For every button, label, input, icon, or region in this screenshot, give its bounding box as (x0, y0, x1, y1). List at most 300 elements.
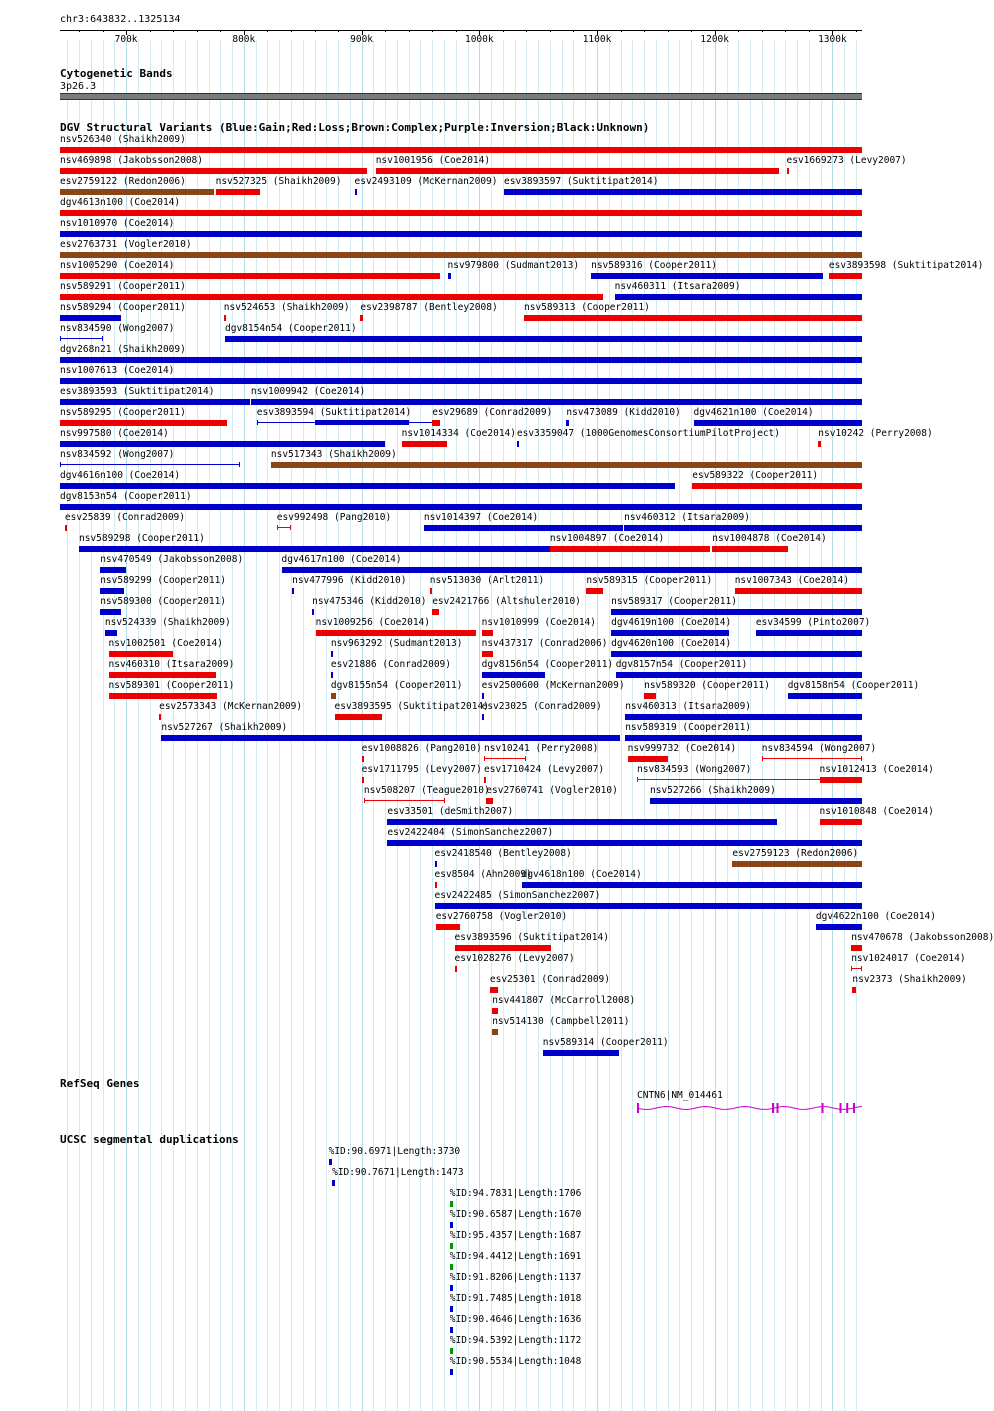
sv-label: esv3893596 (Suktitipat2014) (454, 932, 609, 943)
sv-feature[interactable] (712, 546, 787, 552)
grid-line (362, 40, 363, 1411)
sv-feature[interactable] (109, 672, 216, 678)
grid-line (526, 40, 527, 1411)
ruler-tick (338, 30, 339, 32)
sv-label: esv3893593 (Suktitipat2014) (60, 386, 215, 397)
sv-label: nsv1002501 (Coe2014) (108, 638, 223, 649)
sv-label: nsv589291 (Cooper2011) (60, 281, 186, 292)
sv-label: nsv460313 (Itsara2009) (625, 701, 752, 712)
sv-feature[interactable] (820, 777, 863, 783)
sv-label: nsv527266 (Shaikh2009) (650, 785, 776, 796)
sv-label: esv23025 (Conrad2009) (481, 701, 602, 712)
gene-exon (853, 1103, 855, 1113)
ruler-tick (315, 30, 316, 32)
sv-feature[interactable] (60, 273, 440, 279)
ruler-tick-label: 900k (350, 34, 374, 45)
sv-feature[interactable] (331, 651, 333, 657)
sv-label: nsv589295 (Cooper2011) (60, 407, 186, 418)
segdup-feature[interactable] (450, 1285, 453, 1291)
sv-feature[interactable] (60, 420, 227, 426)
sv-label: nsv589317 (Cooper2011) (611, 596, 737, 607)
position-label: chr3:643832..1325134 (60, 14, 181, 25)
sv-label: nsv589313 (Cooper2011) (524, 302, 650, 313)
grid-line (609, 40, 610, 1411)
sv-feature-end (861, 756, 862, 761)
sv-feature[interactable] (360, 315, 362, 321)
sv-label: dgv8158n54 (Cooper2011) (787, 680, 920, 691)
ruler-tick (267, 30, 268, 32)
sv-feature[interactable] (60, 357, 862, 363)
segdup-feature[interactable] (450, 1222, 453, 1228)
sv-feature[interactable] (432, 420, 440, 426)
ruler-tick-label: 1000k (464, 34, 494, 45)
sv-feature[interactable] (79, 546, 550, 552)
sv-label: nsv834593 (Wong2007) (637, 764, 752, 775)
sv-feature[interactable] (550, 546, 710, 552)
sv-feature-end (525, 756, 526, 761)
sv-feature[interactable] (591, 273, 823, 279)
sv-feature[interactable] (60, 338, 103, 339)
sv-feature[interactable] (335, 714, 382, 720)
grid-line (515, 40, 516, 1411)
sv-feature[interactable] (60, 504, 862, 510)
sv-label: nsv517343 (Shaikh2009) (270, 449, 397, 460)
sv-label: nsv1007343 (Coe2014) (734, 575, 850, 586)
sv-label: esv29689 (Conrad2009) (432, 407, 553, 418)
refseq-track-title: RefSeq Genes (60, 1077, 140, 1090)
sv-label: dgv4620n100 (Coe2014) (611, 638, 732, 649)
sv-label: nsv1007613 (Coe2014) (60, 365, 175, 376)
sv-label: nsv470549 (Jakobsson2008) (100, 554, 244, 565)
grid-line (585, 40, 586, 1411)
ruler-tick-label: 1300k (818, 34, 847, 45)
sv-label: esv3893594 (Suktitipat2014) (256, 407, 412, 418)
segdup-label: %ID:90.4646|Length:1636 (449, 1314, 582, 1325)
sv-feature[interactable] (277, 527, 291, 528)
cytoband-bar[interactable] (60, 93, 862, 100)
sv-feature[interactable] (60, 147, 862, 153)
sv-label: esv2763731 (Vogler2010) (60, 239, 192, 250)
sv-label: dgv8153n54 (Cooper2011) (60, 491, 192, 502)
sv-feature[interactable] (650, 798, 862, 804)
sv-feature[interactable] (60, 315, 121, 321)
sv-label: nsv1014334 (Coe2014) (401, 428, 516, 439)
grid-line (573, 40, 574, 1411)
sv-label: nsv589298 (Cooper2011) (79, 533, 205, 544)
grid-line (456, 40, 457, 1411)
sv-feature[interactable] (60, 378, 862, 384)
sv-feature-end (239, 462, 240, 467)
ruler-tick (503, 30, 504, 32)
sv-label: esv2759122 (Redon2006) (60, 176, 186, 187)
sv-feature[interactable] (851, 945, 862, 951)
sv-label: dgv268n21 (Shaikh2009) (60, 344, 186, 355)
ruler-tick (456, 30, 457, 32)
segdup-feature[interactable] (450, 1369, 453, 1375)
sv-label: esv2573343 (McKernan2009) (159, 701, 303, 712)
gene-exon (822, 1103, 824, 1113)
sv-feature[interactable] (424, 525, 623, 531)
sv-feature[interactable] (60, 231, 862, 237)
grid-line (409, 40, 410, 1411)
sv-label: dgv4621n100 (Coe2014) (693, 407, 814, 418)
ruler-tick (762, 30, 763, 32)
sv-feature[interactable] (788, 693, 862, 699)
sv-feature[interactable] (829, 273, 862, 279)
sv-feature[interactable] (484, 758, 526, 759)
segdup-feature[interactable] (450, 1348, 453, 1354)
sv-feature[interactable] (625, 735, 862, 741)
sv-feature[interactable] (455, 966, 457, 972)
sv-feature[interactable] (482, 693, 484, 699)
sv-feature[interactable] (435, 861, 437, 867)
sv-label: esv1669273 (Levy2007) (786, 155, 907, 166)
sv-feature[interactable] (312, 609, 314, 615)
ruler-tick (785, 30, 786, 32)
sv-feature[interactable] (60, 294, 603, 300)
sv-feature[interactable] (362, 777, 364, 783)
grid-line (315, 40, 316, 1411)
grid-line (350, 40, 351, 1411)
segdup-track-title: UCSC segmental duplications (60, 1133, 239, 1146)
sv-feature-end (257, 420, 258, 425)
sv-feature[interactable] (543, 1050, 620, 1056)
sv-label: nsv508207 (Teague2010) (363, 785, 490, 796)
sv-feature[interactable] (105, 630, 117, 636)
sv-feature[interactable] (762, 758, 862, 759)
ruler-tick (573, 30, 574, 32)
sv-label: esv25301 (Conrad2009) (489, 974, 610, 985)
sv-feature[interactable] (430, 588, 432, 594)
sv-label: nsv526340 (Shaikh2009) (60, 134, 186, 145)
sv-feature[interactable] (60, 189, 214, 195)
sv-feature[interactable] (100, 567, 126, 573)
ruler-tick-label: 1200k (700, 34, 729, 45)
grid-line (550, 40, 551, 1411)
sv-feature[interactable] (60, 399, 250, 405)
sv-feature[interactable] (387, 840, 862, 846)
ruler-tick (385, 30, 386, 32)
sv-feature[interactable] (161, 735, 620, 741)
gene-exon (846, 1103, 848, 1113)
grid-line (385, 40, 386, 1411)
grid-line (432, 40, 433, 1411)
sv-feature[interactable] (100, 588, 124, 594)
sv-feature[interactable] (756, 630, 862, 636)
sv-label: nsv999732 (Coe2014) (627, 743, 737, 754)
sv-feature[interactable] (852, 987, 856, 993)
grid-line (832, 40, 833, 1411)
ruler-tick (103, 30, 104, 32)
sv-feature[interactable] (402, 441, 448, 447)
ruler-tick (856, 30, 857, 32)
sv-feature[interactable] (818, 441, 820, 447)
sv-label: esv2500600 (McKernan2009) (481, 680, 625, 691)
sv-label: nsv475346 (Kidd2010) (312, 596, 427, 607)
sv-feature[interactable] (482, 714, 484, 720)
sv-feature[interactable] (109, 651, 174, 657)
gene-exon (777, 1103, 779, 1113)
sv-feature-end (444, 798, 445, 803)
sv-feature[interactable] (362, 756, 364, 762)
sv-feature[interactable] (100, 609, 121, 615)
sv-feature-end (277, 525, 278, 530)
sv-feature[interactable] (109, 693, 217, 699)
sv-label: dgv4613n100 (Coe2014) (60, 197, 181, 208)
sv-label: esv25839 (Conrad2009) (64, 512, 185, 523)
sv-feature[interactable] (316, 630, 476, 636)
grid-line (562, 40, 563, 1411)
grid-line (303, 40, 304, 1411)
sv-label: esv2418540 (Bentley2008) (434, 848, 572, 859)
grid-line (597, 40, 598, 1411)
segdup-feature[interactable] (450, 1327, 453, 1333)
gene-intron-line (637, 1107, 862, 1110)
sv-label: nsv10242 (Perry2008) (818, 428, 933, 439)
sv-feature-end (861, 966, 862, 971)
segdup-feature[interactable] (329, 1159, 332, 1165)
sv-label: esv1711795 (Levy2007) (361, 764, 482, 775)
sv-feature[interactable] (482, 672, 546, 678)
sv-feature-end (60, 336, 61, 341)
sv-label: nsv460310 (Itsara2009) (108, 659, 235, 670)
sv-feature[interactable] (615, 294, 862, 300)
sv-feature[interactable] (504, 189, 862, 195)
sv-feature[interactable] (432, 609, 439, 615)
sv-label: nsv589301 (Cooper2011) (108, 680, 235, 691)
sv-label: esv2759123 (Redon2006) (732, 848, 859, 859)
sv-label: esv2422404 (SimonSanchez2007) (387, 827, 554, 838)
segdup-feature[interactable] (450, 1243, 453, 1249)
ruler-tick (644, 30, 645, 32)
sv-feature[interactable] (387, 819, 777, 825)
ruler-tick (79, 30, 80, 32)
sv-label: nsv589315 (Cooper2011) (586, 575, 713, 586)
sv-feature[interactable] (522, 882, 862, 888)
sv-feature[interactable] (566, 420, 568, 426)
sv-label: nsv460311 (Itsara2009) (614, 281, 741, 292)
sv-feature[interactable] (355, 189, 357, 195)
sv-feature[interactable] (376, 168, 780, 174)
sv-feature[interactable] (60, 464, 240, 465)
sv-label: nsv527267 (Shaikh2009) (161, 722, 288, 733)
sv-feature[interactable] (492, 1008, 498, 1014)
grid-line (491, 40, 492, 1411)
segdup-label: %ID:95.4357|Length:1687 (449, 1230, 582, 1241)
sv-label: nsv1004897 (Coe2014) (549, 533, 665, 544)
sv-label: nsv1012413 (Coe2014) (819, 764, 934, 775)
sv-feature-end (762, 756, 763, 761)
grid-line (373, 40, 374, 1411)
sv-label: nsv10241 (Perry2008) (484, 743, 599, 754)
grid-line (762, 40, 763, 1411)
sv-feature[interactable] (732, 861, 862, 867)
grid-line (774, 40, 775, 1411)
sv-feature[interactable] (435, 903, 863, 909)
sv-feature[interactable] (331, 672, 333, 678)
sv-label: esv2493109 (McKernan2009) (354, 176, 498, 187)
sv-label: nsv1010848 (Coe2014) (819, 806, 934, 817)
sv-feature[interactable] (482, 630, 494, 636)
sv-label: nsv514130 (Campbell2011) (492, 1016, 630, 1027)
sv-label: esv3893597 (Suktitipat2014) (504, 176, 659, 187)
segdup-feature[interactable] (450, 1306, 453, 1312)
sv-feature[interactable] (216, 189, 261, 195)
sv-feature[interactable] (292, 588, 294, 594)
segdup-label: %ID:90.5534|Length:1048 (449, 1356, 582, 1367)
sv-label: nsv460312 (Itsara2009) (624, 512, 750, 523)
sv-label: esv3359047 (1000GenomesConsortiumPilotProject) (516, 428, 780, 439)
ruler-tick (738, 30, 739, 32)
grid-line (844, 40, 845, 1411)
segdup-label: %ID:94.5392|Length:1172 (449, 1335, 582, 1346)
sv-feature[interactable] (159, 714, 161, 720)
sv-label: nsv524339 (Shaikh2009) (104, 617, 231, 628)
sv-feature-core[interactable] (315, 420, 409, 425)
sv-label: nsv1009256 (Coe2014) (315, 617, 430, 628)
segdup-label: %ID:94.4412|Length:1691 (449, 1251, 582, 1262)
sv-feature-end (290, 525, 291, 530)
sv-feature[interactable] (482, 651, 494, 657)
sv-feature[interactable] (625, 714, 862, 720)
sv-label: nsv589316 (Cooper2011) (591, 260, 717, 271)
grid-line (420, 40, 421, 1411)
sv-label: nsv1004878 (Coe2014) (712, 533, 827, 544)
gene-model[interactable] (637, 1100, 862, 1116)
sv-feature[interactable] (271, 462, 862, 468)
segdup-feature[interactable] (450, 1201, 453, 1207)
gene-label: CNTN6|NM_014461 (637, 1090, 723, 1101)
sv-feature[interactable] (820, 819, 863, 825)
sv-feature-end (60, 462, 61, 467)
sv-label: esv2421766 (Altshuler2010) (432, 596, 581, 607)
segdup-label: %ID:90.6971|Length:3730 (328, 1146, 461, 1157)
sv-feature[interactable] (282, 567, 863, 573)
sv-label: nsv2373 (Shaikh2009) (852, 974, 967, 985)
sv-feature-end (637, 777, 638, 782)
segdup-feature[interactable] (450, 1264, 453, 1270)
sv-feature[interactable] (486, 798, 493, 804)
sv-feature-end (851, 966, 852, 971)
sv-feature[interactable] (436, 924, 461, 930)
sv-label: nsv524653 (Shaikh2009) (223, 302, 350, 313)
sv-feature-end (364, 798, 365, 803)
sv-label: nsv589300 (Cooper2011) (100, 596, 227, 607)
sv-label: nsv834590 (Wong2007) (60, 323, 175, 334)
sv-feature[interactable] (694, 420, 863, 426)
sv-label: esv2760758 (Vogler2010) (435, 911, 568, 922)
sv-feature[interactable] (637, 779, 821, 780)
sv-label: nsv469898 (Jakobsson2008) (60, 155, 203, 166)
sv-label: nsv1005290 (Coe2014) (60, 260, 175, 271)
segdup-label: %ID:94.7831|Length:1706 (449, 1188, 582, 1199)
sv-label: dgv8157n54 (Cooper2011) (615, 659, 748, 670)
sv-label: nsv473089 (Kidd2010) (566, 407, 681, 418)
sv-label: nsv513030 (Arlt2011) (429, 575, 545, 586)
sv-feature[interactable] (448, 273, 452, 279)
sv-feature[interactable] (735, 588, 862, 594)
sv-label: dgv8156n54 (Cooper2011) (481, 659, 614, 670)
sv-feature[interactable] (65, 525, 67, 531)
grid-line (797, 40, 798, 1411)
ruler-tick (150, 30, 151, 32)
sv-feature[interactable] (331, 693, 336, 699)
sv-label: dgv8154n54 (Cooper2011) (225, 323, 357, 334)
sv-feature[interactable] (60, 441, 385, 447)
sv-feature[interactable] (787, 168, 789, 174)
sv-label: esv2422485 (SimonSanchez2007) (434, 890, 601, 901)
sv-feature[interactable] (524, 315, 862, 321)
sv-feature[interactable] (60, 252, 862, 258)
sv-feature[interactable] (224, 315, 226, 321)
sv-label: nsv963292 (Sudmant2013) (330, 638, 463, 649)
grid-line (856, 40, 857, 1411)
sv-label: nsv834592 (Wong2007) (60, 449, 175, 460)
grid-line (338, 40, 339, 1411)
sv-label: nsv1024017 (Coe2014) (851, 953, 966, 964)
grid-line (397, 40, 398, 1411)
sv-feature[interactable] (644, 693, 656, 699)
gene-exon (772, 1103, 774, 1113)
sv-feature[interactable] (611, 651, 862, 657)
ruler-tick (197, 30, 198, 32)
sv-label: esv1710424 (Levy2007) (484, 764, 605, 775)
sv-feature[interactable] (60, 210, 862, 216)
sv-label: nsv477996 (Kidd2010) (292, 575, 407, 586)
sv-feature-end (484, 756, 485, 761)
segdup-feature[interactable] (332, 1180, 335, 1186)
sv-feature[interactable] (611, 609, 862, 615)
cytoband-track-title: Cytogenetic Bands (60, 67, 173, 80)
sv-feature[interactable] (364, 800, 445, 801)
sv-feature[interactable] (692, 483, 862, 489)
sv-feature[interactable] (484, 777, 486, 783)
sv-label: esv2398787 (Bentley2008) (360, 302, 498, 313)
grid-line (538, 40, 539, 1411)
sv-feature[interactable] (586, 588, 603, 594)
gene-exon (637, 1103, 639, 1113)
sv-label: dgv4619n100 (Coe2014) (611, 617, 732, 628)
grid-line (444, 40, 445, 1411)
sv-feature[interactable] (60, 168, 367, 174)
ruler-tick (668, 30, 669, 32)
sv-label: esv589322 (Cooper2011) (692, 470, 819, 481)
sv-feature[interactable] (816, 924, 862, 930)
sv-label: esv1008826 (Pang2010) (361, 743, 482, 754)
sv-label: dgv4622n100 (Coe2014) (815, 911, 936, 922)
sv-feature[interactable] (490, 987, 498, 993)
sv-feature[interactable] (60, 483, 675, 489)
ruler-tick-label: 700k (114, 34, 138, 45)
sv-feature[interactable] (435, 882, 437, 888)
sv-feature[interactable] (616, 672, 862, 678)
ruler-tick (526, 30, 527, 32)
sv-feature[interactable] (492, 1029, 498, 1035)
sv-feature[interactable] (455, 945, 552, 951)
sv-label: esv1028276 (Levy2007) (454, 953, 575, 964)
sv-feature[interactable] (624, 525, 862, 531)
sv-feature[interactable] (517, 441, 519, 447)
sv-feature[interactable] (251, 399, 862, 405)
ruler-tick (691, 30, 692, 32)
segdup-label: %ID:91.7485|Length:1018 (449, 1293, 582, 1304)
sv-feature[interactable] (611, 630, 729, 636)
sv-label: dgv4617n100 (Coe2014) (281, 554, 402, 565)
sv-feature[interactable] (628, 756, 668, 762)
sv-label: esv3893598 (Suktitipat2014) (828, 260, 984, 271)
sv-feature[interactable] (225, 336, 862, 342)
grid-line (291, 40, 292, 1411)
